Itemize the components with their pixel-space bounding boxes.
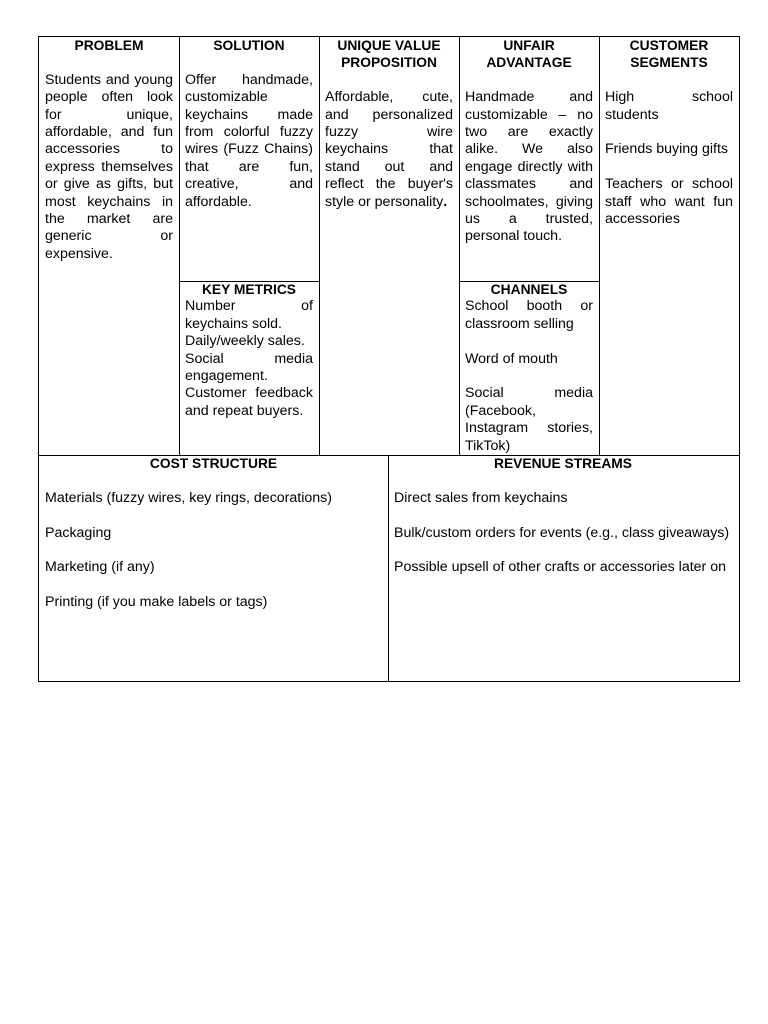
uvp-heading bbox=[325, 37, 453, 72]
cost-structure-cell bbox=[39, 455, 389, 612]
channels-cell bbox=[459, 281, 600, 455]
solution-cell bbox=[179, 37, 320, 211]
key-metrics-item: Social media engagement. bbox=[185, 350, 313, 385]
segments-heading-line1: CUSTOMER bbox=[629, 38, 709, 53]
unfair-heading-line1: UNFAIR bbox=[503, 38, 555, 53]
channels-heading: CHANNELS bbox=[490, 282, 568, 297]
customer-segments-cell bbox=[599, 37, 740, 228]
cost-item: Materials (fuzzy wires, key rings, decorations) bbox=[45, 489, 332, 506]
cost-item: Marketing (if any) bbox=[45, 559, 155, 576]
solution-text: Offer handmade, customizable keychains made from colorful fuzzy wires (Fuzz Chains) that are fun, creative, and affordable. bbox=[185, 71, 313, 210]
cost-structure-heading: COST STRUCTURE bbox=[149, 456, 278, 471]
uvp-text-body: Affordable, cute, and personalized fuzzy wire keychains that stand out and reflect the buyer's style or personality bbox=[325, 89, 453, 210]
revenue-item: Direct sales from keychains bbox=[394, 489, 568, 506]
lean-canvas bbox=[38, 36, 740, 682]
unfair-heading-line2: ADVANTAGE bbox=[486, 55, 572, 71]
segment-item: High school students bbox=[605, 89, 733, 123]
solution-heading: SOLUTION bbox=[213, 38, 285, 53]
uvp-heading-line2: PROPOSITION bbox=[341, 55, 437, 71]
cost-item: Printing (if you make labels or tags) bbox=[45, 594, 268, 611]
channels-item: School booth or classroom selling bbox=[465, 298, 593, 332]
key-metrics-heading: KEY METRICS bbox=[201, 282, 297, 297]
revenue-item: Bulk/custom orders for events (e.g., class giveaways) bbox=[394, 524, 730, 541]
customer-segments-heading bbox=[605, 37, 733, 72]
segment-item: Teachers or school staff who want fun accessories bbox=[605, 176, 733, 228]
unfair-advantage-heading bbox=[465, 37, 593, 72]
problem-text: Students and young people often look for unique, affordable, and fun accessories to express themselves or give as gifts, but most keychains in the market are generic or expensive. bbox=[45, 71, 173, 262]
segments-heading-line2: SEGMENTS bbox=[630, 55, 708, 71]
uvp-text bbox=[325, 89, 453, 211]
key-metrics-cell bbox=[179, 281, 320, 420]
uvp-text-end: . bbox=[443, 193, 448, 210]
unfair-advantage-text: Handmade and customizable – no two are exactly alike. We also engage directly with classmates and schoolmates, giving us a trusted, personal touch. bbox=[465, 89, 593, 245]
revenue-streams-heading: REVENUE STREAMS bbox=[494, 456, 632, 471]
uvp-cell bbox=[319, 37, 460, 211]
channels-item: Word of mouth bbox=[465, 350, 558, 367]
revenue-item: Possible upsell of other crafts or accessories later on bbox=[394, 559, 726, 576]
key-metrics-item: Number of keychains sold. bbox=[185, 298, 313, 332]
key-metrics-item: Customer feedback and repeat buyers. bbox=[185, 385, 313, 419]
cost-item: Packaging bbox=[45, 524, 112, 541]
revenue-streams-cell bbox=[388, 455, 739, 577]
problem-cell bbox=[39, 37, 180, 263]
unfair-advantage-cell bbox=[459, 37, 600, 246]
segment-item: Friends buying gifts bbox=[605, 141, 729, 158]
uvp-heading-line1: UNIQUE VALUE bbox=[337, 38, 441, 53]
problem-heading: PROBLEM bbox=[74, 38, 144, 53]
key-metrics-item: Daily/weekly sales. bbox=[185, 333, 305, 350]
channels-item: Social media (Facebook, Instagram stories, TikTok) bbox=[465, 385, 593, 454]
